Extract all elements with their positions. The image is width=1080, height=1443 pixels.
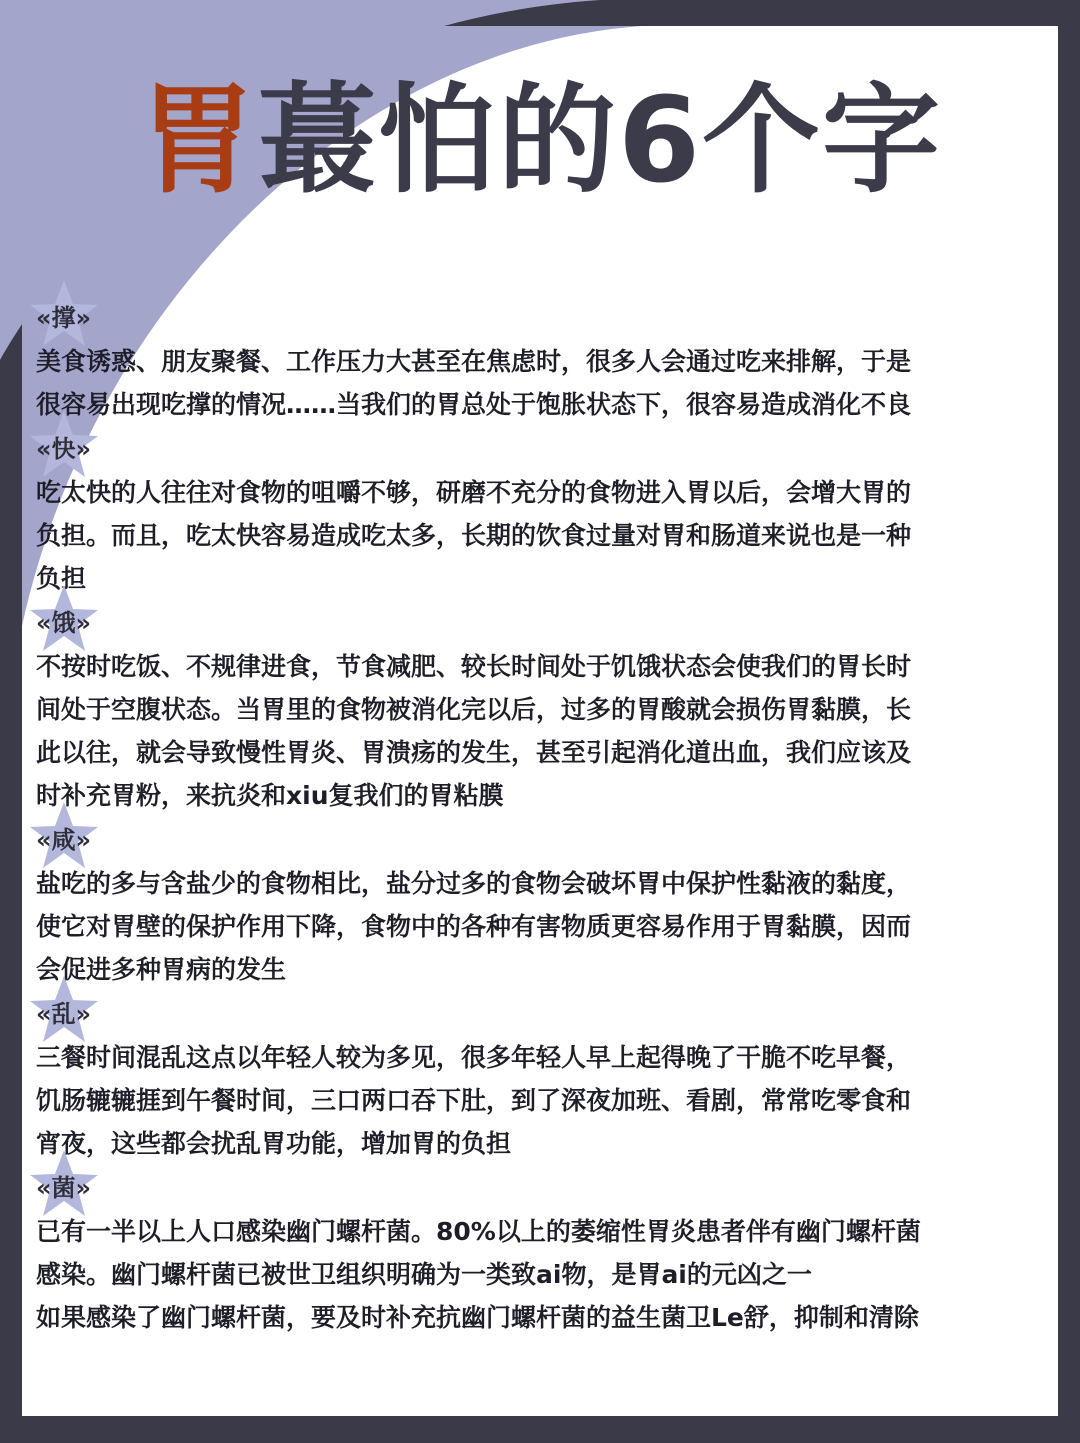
page-title (0, 70, 1080, 210)
section-e (36, 601, 1036, 817)
body-line: 三餐时间混乱这点以年轻人较为多见，很多年轻人早上起得晚了干脆不吃早餐， (36, 1043, 912, 1072)
title-rest: 蕞怕的6个字 (257, 71, 943, 209)
section-heading: «乱» (36, 992, 1036, 1036)
section-kuai (36, 427, 1036, 600)
section-heading: «菌» (36, 1166, 1036, 1210)
body-line: 不按时吃饭、不规律进食，节食减肥、较长时间处于饥饿状态会使我们的胃长时 (36, 652, 912, 681)
section-jun (36, 1166, 1036, 1339)
section-heading: «咸» (36, 818, 1036, 862)
section-body (36, 471, 1036, 600)
section-heading: «撑» (36, 296, 1036, 340)
body-line: 时补充胃粉，来抗炎和xiu复我们的胃粘膜 (36, 781, 504, 810)
body-line: 负担。而且，吃太快容易造成吃太多，长期的饮食过量对胃和肠道来说也是一种 (36, 521, 912, 550)
body-line: 负担 (36, 564, 87, 593)
section-body (36, 862, 1036, 991)
body-line: 会促进多种胃病的发生 (36, 955, 287, 984)
body-line: 此以往，就会导致慢性胃炎、胃溃疡的发生，甚至引起消化道出血，我们应该及 (36, 738, 912, 767)
section-heading: «饿» (36, 601, 1036, 645)
body-line: 感染。幽门螺杆菌已被世卫组织明确为一类致ai物，是胃ai的元凶之一 (36, 1260, 812, 1289)
body-line: 盐吃的多与含盐少的食物相比，盐分过多的食物会破坏胃中保护性黏液的黏度， (36, 869, 912, 898)
section-body (36, 1036, 1036, 1165)
body-line: 宵夜，这些都会扰乱胃功能，增加胃的负担 (36, 1129, 512, 1158)
section-xian (36, 818, 1036, 991)
body-line: 如果感染了幽门螺杆菌，要及时补充抗幽门螺杆菌的益生菌卫Le舒，抑制和清除 (36, 1303, 919, 1332)
section-heading: «快» (36, 427, 1036, 471)
section-body (36, 1210, 1036, 1339)
body-line: 使它对胃壁的保护作用下降，食物中的各种有害物质更容易作用于胃黏膜，因而 (36, 912, 912, 941)
body-line: 很容易出现吃撑的情况……当我们的胃总处于饱胀状态下，很容易造成消化不良 (36, 390, 912, 419)
body-line: 饥肠辘辘捱到午餐时间，三口两口吞下肚，到了深夜加班、看剧，常常吃零食和 (36, 1086, 912, 1115)
body-line: 已有一半以上人口感染幽门螺杆菌。80%以上的萎缩性胃炎患者伴有幽门螺杆菌 (36, 1217, 921, 1246)
body-line: 美食诱惑、朋友聚餐、工作压力大甚至在焦虑时，很多人会通过吃来排解，于是 (36, 347, 912, 376)
body-line: 吃太快的人往往对食物的咀嚼不够，研磨不充分的食物进入胃以后，会增大胃的 (36, 478, 912, 507)
section-cheng (36, 296, 1036, 426)
section-body (36, 645, 1036, 817)
title-accent-char: 胃 (137, 71, 258, 209)
section-luan (36, 992, 1036, 1165)
body-line: 间处于空腹状态。当胃里的食物被消化完以后，过多的胃酸就会损伤胃黏膜，长 (36, 695, 912, 724)
section-body (36, 340, 1036, 426)
